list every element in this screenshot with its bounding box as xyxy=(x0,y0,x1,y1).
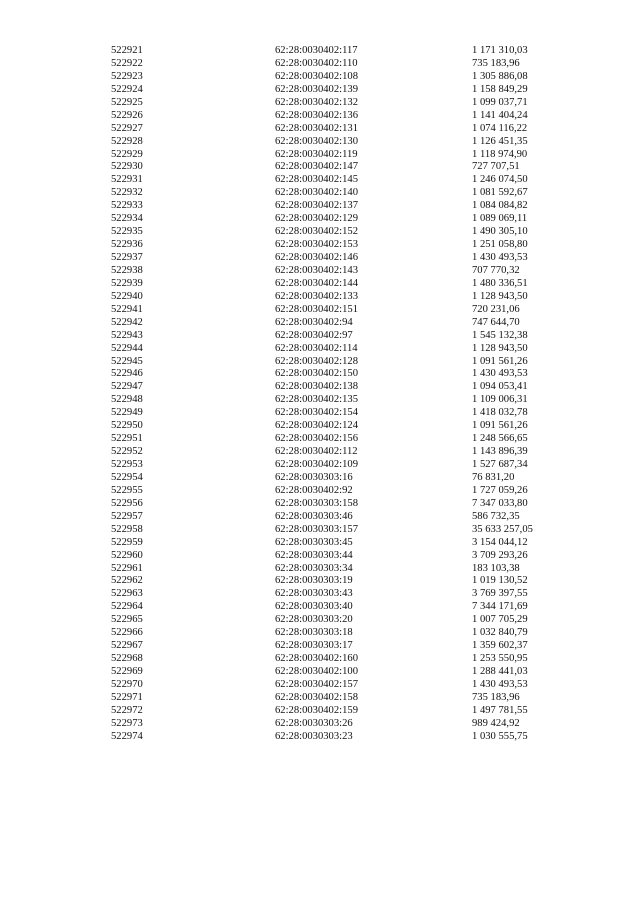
table-row xyxy=(0,550,640,563)
row-number: 522954 xyxy=(111,471,143,483)
cadastral-number: 62:28:0030303:46 xyxy=(275,510,353,522)
cadastral-value: 1 089 069,11 xyxy=(472,213,528,225)
cadastral-value: 1 727 059,26 xyxy=(472,484,528,496)
row-number: 522937 xyxy=(111,252,143,263)
cadastral-number: 62:28:0030402:133 xyxy=(275,290,358,302)
row-number: 522951 xyxy=(111,433,143,445)
row-number: 522949 xyxy=(111,407,143,419)
table-row xyxy=(0,291,640,304)
table-row xyxy=(0,679,640,692)
row-number: 522948 xyxy=(111,394,143,406)
cadastral-value: 1 143 896,39 xyxy=(472,446,528,458)
cadastral-number: 62:28:0030402:128 xyxy=(275,355,358,367)
table-row xyxy=(0,45,640,58)
table-row xyxy=(0,330,640,343)
row-number: 522958 xyxy=(111,523,143,535)
table-row xyxy=(0,58,640,71)
row-number: 522956 xyxy=(111,497,143,509)
table-row xyxy=(0,356,640,369)
cadastral-number: 62:28:0030402:117 xyxy=(275,45,358,56)
row-number: 522945 xyxy=(111,355,143,367)
table-row xyxy=(0,498,640,511)
row-number: 522939 xyxy=(111,277,143,289)
row-number: 522970 xyxy=(111,678,143,690)
table-row xyxy=(0,304,640,317)
cadastral-number: 62:28:0030402:138 xyxy=(275,381,358,393)
row-number: 522972 xyxy=(111,704,143,716)
cadastral-number: 62:28:0030303:157 xyxy=(275,523,358,535)
table-row xyxy=(0,524,640,537)
table-row xyxy=(0,317,640,330)
row-number: 522962 xyxy=(111,575,143,587)
cadastral-value: 1 288 441,03 xyxy=(472,666,528,677)
cadastral-number: 62:28:0030402:140 xyxy=(275,187,358,199)
row-number: 522950 xyxy=(111,420,143,432)
table-row xyxy=(0,601,640,614)
cadastral-value: 3 769 397,55 xyxy=(472,588,528,600)
cadastral-number: 62:28:0030402:146 xyxy=(275,252,358,263)
row-number: 522927 xyxy=(111,122,143,134)
row-number: 522924 xyxy=(111,83,143,95)
cadastral-number: 62:28:0030303:44 xyxy=(275,549,353,561)
row-number: 522921 xyxy=(111,45,143,56)
cadastral-value: 1 246 074,50 xyxy=(472,174,528,186)
cadastral-value: 1 128 943,50 xyxy=(472,290,528,302)
table-row xyxy=(0,187,640,200)
cadastral-value: 989 424,92 xyxy=(472,717,520,729)
row-number: 522934 xyxy=(111,213,143,225)
cadastral-value: 1 091 561,26 xyxy=(472,420,528,432)
cadastral-value: 1 430 493,53 xyxy=(472,368,528,380)
cadastral-number: 62:28:0030402:157 xyxy=(275,678,358,690)
cadastral-value: 1 253 550,95 xyxy=(472,653,528,665)
cadastral-number: 62:28:0030402:145 xyxy=(275,174,358,186)
cadastral-value: 1 084 084,82 xyxy=(472,200,528,212)
row-number: 522959 xyxy=(111,536,143,548)
row-number: 522926 xyxy=(111,109,143,121)
row-number: 522922 xyxy=(111,57,143,69)
cadastral-number: 62:28:0030402:136 xyxy=(275,109,358,121)
row-number: 522941 xyxy=(111,303,143,315)
table-row xyxy=(0,123,640,136)
cadastral-value: 720 231,06 xyxy=(472,303,520,315)
cadastral-number: 62:28:0030402:139 xyxy=(275,83,358,95)
table-row xyxy=(0,511,640,524)
table-row xyxy=(0,174,640,187)
cadastral-value: 1 091 561,26 xyxy=(472,355,528,367)
table-row xyxy=(0,84,640,97)
cadastral-number: 62:28:0030303:18 xyxy=(275,627,353,639)
table-row xyxy=(0,252,640,265)
cadastral-value: 1 141 404,24 xyxy=(472,109,528,121)
cadastral-number: 62:28:0030402:153 xyxy=(275,239,358,251)
table-row xyxy=(0,149,640,162)
cadastral-value: 1 418 032,78 xyxy=(472,407,528,419)
row-number: 522935 xyxy=(111,226,143,238)
cadastral-value: 1 109 006,31 xyxy=(472,394,528,406)
row-number: 522973 xyxy=(111,717,143,729)
cadastral-number: 62:28:0030402:108 xyxy=(275,70,358,82)
cadastral-number: 62:28:0030303:45 xyxy=(275,536,353,548)
cadastral-number: 62:28:0030402:114 xyxy=(275,342,358,354)
row-number: 522946 xyxy=(111,368,143,380)
row-number: 522961 xyxy=(111,562,143,574)
cadastral-value: 3 154 044,12 xyxy=(472,536,528,548)
row-number: 522933 xyxy=(111,200,143,212)
table-row xyxy=(0,368,640,381)
table-row xyxy=(0,161,640,174)
table-row xyxy=(0,71,640,84)
cadastral-number: 62:28:0030303:34 xyxy=(275,562,353,574)
cadastral-value: 183 103,38 xyxy=(472,562,520,574)
cadastral-number: 62:28:0030402:143 xyxy=(275,264,358,276)
cadastral-value: 727 707,51 xyxy=(472,161,520,173)
cadastral-value: 1 126 451,35 xyxy=(472,135,528,147)
record-table xyxy=(0,45,640,744)
table-row xyxy=(0,640,640,653)
cadastral-value: 3 709 293,26 xyxy=(472,549,528,561)
cadastral-number: 62:28:0030303:40 xyxy=(275,601,353,613)
cadastral-value: 1 007 705,29 xyxy=(472,614,528,626)
cadastral-number: 62:28:0030402:119 xyxy=(275,148,358,160)
row-number: 522947 xyxy=(111,381,143,393)
cadastral-number: 62:28:0030303:158 xyxy=(275,497,358,509)
cadastral-value: 1 030 555,75 xyxy=(472,730,528,742)
row-number: 522929 xyxy=(111,148,143,160)
row-number: 522936 xyxy=(111,239,143,251)
row-number: 522952 xyxy=(111,446,143,458)
cadastral-value: 35 633 257,05 xyxy=(472,523,533,535)
cadastral-value: 735 183,96 xyxy=(472,691,520,703)
table-row xyxy=(0,226,640,239)
cadastral-value: 1 251 058,80 xyxy=(472,239,528,251)
table-row xyxy=(0,213,640,226)
table-row xyxy=(0,653,640,666)
cadastral-value: 1 171 310,03 xyxy=(472,45,528,56)
cadastral-value: 1 128 943,50 xyxy=(472,342,528,354)
table-row xyxy=(0,278,640,291)
table-row xyxy=(0,459,640,472)
table-row xyxy=(0,485,640,498)
cadastral-number: 62:28:0030303:43 xyxy=(275,588,353,600)
table-row xyxy=(0,110,640,123)
cadastral-value: 1 527 687,34 xyxy=(472,459,528,470)
cadastral-number: 62:28:0030402:100 xyxy=(275,666,358,677)
cadastral-number: 62:28:0030303:23 xyxy=(275,730,353,742)
cadastral-value: 1 094 053,41 xyxy=(472,381,528,393)
row-number: 522944 xyxy=(111,342,143,354)
row-number: 522953 xyxy=(111,459,143,470)
cadastral-number: 62:28:0030402:151 xyxy=(275,303,358,315)
cadastral-value: 1 359 602,37 xyxy=(472,640,528,652)
row-number: 522943 xyxy=(111,329,143,341)
cadastral-number: 62:28:0030402:132 xyxy=(275,96,358,108)
cadastral-value: 1 032 840,79 xyxy=(472,627,528,639)
cadastral-number: 62:28:0030402:144 xyxy=(275,277,358,289)
row-number: 522957 xyxy=(111,510,143,522)
row-number: 522963 xyxy=(111,588,143,600)
cadastral-number: 62:28:0030402:156 xyxy=(275,433,358,445)
row-number: 522969 xyxy=(111,666,143,677)
row-number: 522932 xyxy=(111,187,143,199)
table-row xyxy=(0,200,640,213)
cadastral-number: 62:28:0030402:150 xyxy=(275,368,358,380)
row-number: 522940 xyxy=(111,290,143,302)
row-number: 522974 xyxy=(111,730,143,742)
cadastral-value: 7 344 171,69 xyxy=(472,601,528,613)
cadastral-number: 62:28:0030402:137 xyxy=(275,200,358,212)
cadastral-number: 62:28:0030402:92 xyxy=(275,484,353,496)
cadastral-value: 1 490 305,10 xyxy=(472,226,528,238)
cadastral-value: 747 644,70 xyxy=(472,316,520,328)
cadastral-number: 62:28:0030402:130 xyxy=(275,135,358,147)
table-row xyxy=(0,692,640,705)
table-row xyxy=(0,239,640,252)
cadastral-value: 76 831,20 xyxy=(472,471,515,483)
table-row xyxy=(0,394,640,407)
table-row xyxy=(0,718,640,731)
row-number: 522968 xyxy=(111,653,143,665)
table-row xyxy=(0,537,640,550)
cadastral-value: 1 099 037,71 xyxy=(472,96,528,108)
row-number: 522966 xyxy=(111,627,143,639)
table-row xyxy=(0,627,640,640)
row-number: 522942 xyxy=(111,316,143,328)
cadastral-number: 62:28:0030303:19 xyxy=(275,575,353,587)
cadastral-number: 62:28:0030402:110 xyxy=(275,57,358,69)
row-number: 522925 xyxy=(111,96,143,108)
cadastral-number: 62:28:0030402:129 xyxy=(275,213,358,225)
cadastral-number: 62:28:0030402:147 xyxy=(275,161,358,173)
cadastral-number: 62:28:0030402:112 xyxy=(275,446,358,458)
cadastral-value: 1 158 849,29 xyxy=(472,83,528,95)
cadastral-value: 1 305 886,08 xyxy=(472,70,528,82)
cadastral-number: 62:28:0030402:154 xyxy=(275,407,358,419)
cadastral-number: 62:28:0030303:17 xyxy=(275,640,353,652)
cadastral-value: 1 480 336,51 xyxy=(472,277,528,289)
cadastral-number: 62:28:0030402:124 xyxy=(275,420,358,432)
cadastral-value: 1 248 566,65 xyxy=(472,433,528,445)
cadastral-value: 735 183,96 xyxy=(472,57,520,69)
row-number: 522923 xyxy=(111,70,143,82)
row-number: 522967 xyxy=(111,640,143,652)
table-row xyxy=(0,265,640,278)
cadastral-value: 1 074 116,22 xyxy=(472,122,528,134)
cadastral-value: 1 430 493,53 xyxy=(472,252,528,263)
cadastral-number: 62:28:0030402:158 xyxy=(275,691,358,703)
table-row xyxy=(0,588,640,601)
table-row xyxy=(0,381,640,394)
cadastral-number: 62:28:0030402:131 xyxy=(275,122,358,134)
cadastral-number: 62:28:0030402:109 xyxy=(275,459,358,470)
cadastral-number: 62:28:0030303:16 xyxy=(275,471,353,483)
table-row xyxy=(0,343,640,356)
table-row xyxy=(0,575,640,588)
row-number: 522928 xyxy=(111,135,143,147)
cadastral-value: 1 497 781,55 xyxy=(472,704,528,716)
table-row xyxy=(0,666,640,679)
cadastral-value: 1 545 132,38 xyxy=(472,329,528,341)
cadastral-value: 1 019 130,52 xyxy=(472,575,528,587)
cadastral-number: 62:28:0030402:160 xyxy=(275,653,358,665)
table-row xyxy=(0,446,640,459)
row-number: 522965 xyxy=(111,614,143,626)
cadastral-value: 586 732,35 xyxy=(472,510,520,522)
cadastral-number: 62:28:0030303:26 xyxy=(275,717,353,729)
table-row xyxy=(0,472,640,485)
table-row xyxy=(0,731,640,744)
table-row xyxy=(0,407,640,420)
cadastral-number: 62:28:0030303:20 xyxy=(275,614,353,626)
cadastral-value: 7 347 033,80 xyxy=(472,497,528,509)
cadastral-number: 62:28:0030402:135 xyxy=(275,394,358,406)
row-number: 522971 xyxy=(111,691,143,703)
cadastral-number: 62:28:0030402:152 xyxy=(275,226,358,238)
row-number: 522964 xyxy=(111,601,143,613)
cadastral-number: 62:28:0030402:159 xyxy=(275,704,358,716)
table-row xyxy=(0,136,640,149)
cadastral-value: 1 081 592,67 xyxy=(472,187,528,199)
cadastral-value: 1 118 974,90 xyxy=(472,148,528,160)
row-number: 522960 xyxy=(111,549,143,561)
table-row xyxy=(0,97,640,110)
row-number: 522938 xyxy=(111,264,143,276)
row-number: 522955 xyxy=(111,484,143,496)
table-row xyxy=(0,563,640,576)
cadastral-number: 62:28:0030402:97 xyxy=(275,329,353,341)
row-number: 522931 xyxy=(111,174,143,186)
cadastral-value: 707 770,32 xyxy=(472,264,520,276)
table-row xyxy=(0,705,640,718)
cadastral-number: 62:28:0030402:94 xyxy=(275,316,353,328)
table-row xyxy=(0,433,640,446)
table-row xyxy=(0,420,640,433)
table-row xyxy=(0,614,640,627)
row-number: 522930 xyxy=(111,161,143,173)
cadastral-value: 1 430 493,53 xyxy=(472,678,528,690)
